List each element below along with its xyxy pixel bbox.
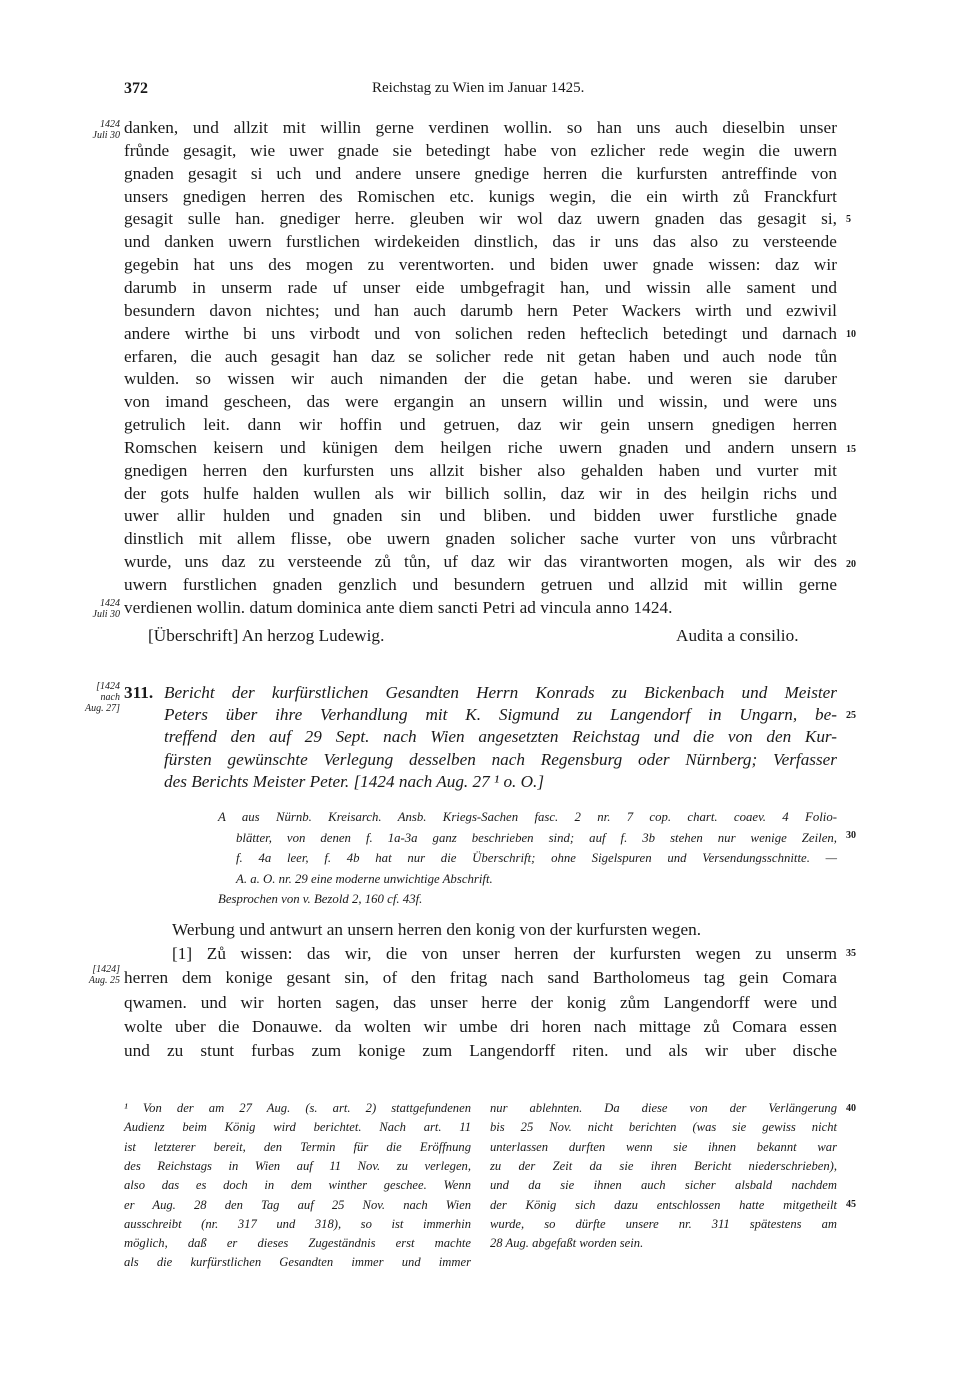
footnote-line: ausschreibt (nr. 317 und 318), so ist immerhin [124, 1216, 471, 1231]
line-number: 40 [846, 1103, 856, 1114]
title-line: treffend den auf 29 Sept. nach Wien angesetzten Reichstag und die von den Kur- [164, 727, 837, 747]
text-line: von imand gescheen, das were ergangin an unsern willin und wissin, und were uns [124, 392, 837, 412]
line-number: 20 [846, 559, 856, 570]
line-number: 45 [846, 1199, 856, 1210]
letter-address: [Überschrift] An herzog Ludewig. [148, 626, 385, 645]
text-line: herren dem konige gesant sin, of den fritag nach sand Bartholomeus tag gein Comara [124, 968, 837, 988]
text-line: erfaren, die auch gesagit han daz se solicher rede nit getan haben und auch node tůn [124, 346, 837, 366]
text-line: uwer allir hulden und gnaden sin und bliben. und bidden uwer furstliche gnade [124, 506, 837, 526]
footnote-line: 28 Aug. abgefaßt worden sein. [490, 1236, 644, 1251]
text-line: wulden. so wissen wir auch nimanden der die getan habe. und weren sie daruber [124, 369, 837, 389]
footnote-line: möglich, daß er dieses Zugeständnis erst machte [124, 1236, 471, 1251]
line-number: 5 [846, 214, 851, 225]
margin-date-note: [1424 nach Aug. 27] [85, 681, 120, 714]
text-line: dinstlich mit allem flisse, obe uwern gnaden solicher sache vurter von uns vůrbracht [124, 529, 837, 549]
text-line: der gots hulfe halden wullen als wir billich sollin, daz wir in des heilgin richs und [124, 483, 837, 503]
footnote-line: des Reichstags in Wien auf 11 Nov. zu verlegen, [124, 1158, 471, 1173]
text-line: uwern furstlichen gnaden genzlich und besundern getruen und allzid mit willin gerne [124, 575, 837, 594]
title-line: Peters über ihre Verhandlung mit K. Sigmund zu Langendorf in Ungarn, be- [164, 705, 837, 725]
text-line: besundern davon nichtes; und han auch darumb hern Peter Wackers wirth und ezwivil [124, 300, 837, 320]
footnote-line: nur ablehnten. Da diese von der Verlängerung [490, 1101, 837, 1115]
footnote-line: und da sie ihnen auch sicher alsbald nachdem [490, 1178, 837, 1193]
margin-date-note: 1424 Juli 30 [92, 598, 120, 620]
letter-endorsement: Audita a consilio. [676, 626, 799, 645]
line-number: 35 [846, 948, 856, 959]
footnote-line: unterlassen durften wenn sie ihnen bekannt war [490, 1139, 837, 1154]
text-line: gegebin hat uns des mogen zu verentworten. und biden uwer gnade wissen: daz wir [124, 255, 837, 275]
line-number: 25 [846, 710, 856, 721]
text-line: wurde, uns daz zu versteende zů tůn, uf daz wir das virantworten mogen, als wir des [124, 552, 837, 572]
source-note-line: Besprochen von v. Bezold 2, 160 cf. 43f. [218, 892, 423, 907]
source-note-line: blätter, von denen f. 1a-3a ganz beschrieben sind; auf f. 3b stehen nur wenige Zeilen, [236, 830, 837, 845]
page-number: 372 [124, 80, 148, 97]
text-line: Romschen keisern und künigen dem heilgen riche uwern gnaden und andern unsern [124, 437, 837, 457]
text-line: und danken uwern furstlichen wirdekeiden dinstlich, das ir uns das also zu versteende [124, 232, 837, 252]
footnote-line: also das es doch in dem winther geschee. Wenn [124, 1178, 471, 1193]
title-line: des Berichts Meister Peter. [1424 nach Aug. 27 ¹ o. O.] [164, 771, 545, 791]
text-line: gnaden gesagit si uch und andere unsere gnedige herren die kurfursten antreffinde von [124, 163, 837, 183]
text-line: getrulich leit. dann wir hoffin und getruen, daz wir gein unsern gnedigen herren [124, 415, 837, 435]
text-line: andere wirthe bi uns virbodt und von solichen reden hefteclich betedingt und darnach [124, 323, 837, 343]
footnote-line: der König sich dazu entschlossen hatte mitgetheilt [490, 1197, 837, 1212]
running-title: Reichstag zu Wien im Januar 1425. [372, 80, 585, 96]
footnote-line: Audienz beim König wird berichtet. Nach art. 11 [124, 1120, 471, 1135]
footnote-line: zu der Zeit da sie ihren Bericht niederschrieben), [490, 1158, 837, 1173]
line-number: 30 [846, 830, 856, 841]
document-number: 311. [124, 683, 154, 702]
text-line: danken, und allzit mit willin gerne verdinen wollin. so han uns auch dieselbin unser [124, 118, 837, 137]
title-line: Bericht der kurfürstlichen Gesandten Herrn Konrads zu Bickenbach und Meister [164, 683, 837, 702]
line-number: 15 [846, 444, 856, 455]
footnote-line: als die kurfürstlichen Gesandten immer und immer [124, 1255, 471, 1270]
source-note-line: f. 4a leer, f. 4b hat nur die Überschrift; ohne Sigelspuren und Versendungsschnitte. — [236, 851, 837, 866]
text-line: unsers gnedigen herren des Romischen etc. kunigs wegin, die ein wirth zů Franckfurt [124, 186, 837, 206]
line-number: 10 [846, 329, 856, 340]
text-line: darumb in unserm rade uf unser eide umbgefragit han, und wissin alle sament und [124, 277, 837, 297]
text-line: gesagit sulle han. gnediger herre. gleuben wir wol daz uwern gnaden das gesagit si, [124, 209, 837, 229]
text-line: qwamen. und wir horten sagen, das unser herre der konig zům Langendorff were und [124, 992, 837, 1012]
text-line: frůnde gesagit, wie uwer gnade sie betedingt habe von ezlicher rede wegin die uwern [124, 140, 837, 160]
margin-date-note: 1424 Juli 30 [92, 119, 120, 141]
text-line: Werbung und antwurt an unsern herren den konig von der kurfursten wegen. [172, 920, 702, 939]
margin-date-note: [1424] Aug. 25 [88, 964, 120, 986]
text-line: [1] Zů wissen: das wir, die von unser herren der kurfursten wegen zu unserm [172, 944, 837, 964]
footnote-line: ¹ Von der am 27 Aug. (s. art. 2) stattgefundenen [124, 1101, 471, 1115]
text-line: und zu stunt furbas zum konige zum Langendorff riten. und als wir uber dische [124, 1041, 837, 1060]
title-line: fürsten gewünschte Verlegung desselben nach Regensburg oder Nürnberg; Verfasser [164, 749, 837, 769]
text-line: wolte uber die Donauwe. da wolten wir umbe dri horen nach mittage zů Comara essen [124, 1016, 837, 1036]
source-note-line: A. a. O. nr. 29 eine moderne unwichtige Abschrift. [236, 871, 493, 886]
footnote-line: ist letzterer bereit, den Termin für die Eröffnung [124, 1139, 471, 1154]
text-line: verdienen wollin. datum dominica ante diem sancti Petri ad vincula anno 1424. [124, 597, 673, 617]
footnote-line: er Aug. 28 den Tag auf 25 Nov. nach Wien [124, 1197, 471, 1212]
footnote-line: bis 25 Nov. nicht berichten (was sie gewiss nicht [490, 1120, 837, 1135]
text-line: gnedigen herren den kurfursten uns allzit bisher also gehalden haben und vurter mit [124, 460, 837, 480]
footnote-line: wurde, so dürfte unsere nr. 311 spätestens am [490, 1216, 837, 1231]
source-note-line: A aus Nürnb. Kreisarch. Ansb. Kriegs-Sachen fasc. 2 nr. 7 cop. chart. coaev. 4 Folio- [218, 810, 837, 824]
